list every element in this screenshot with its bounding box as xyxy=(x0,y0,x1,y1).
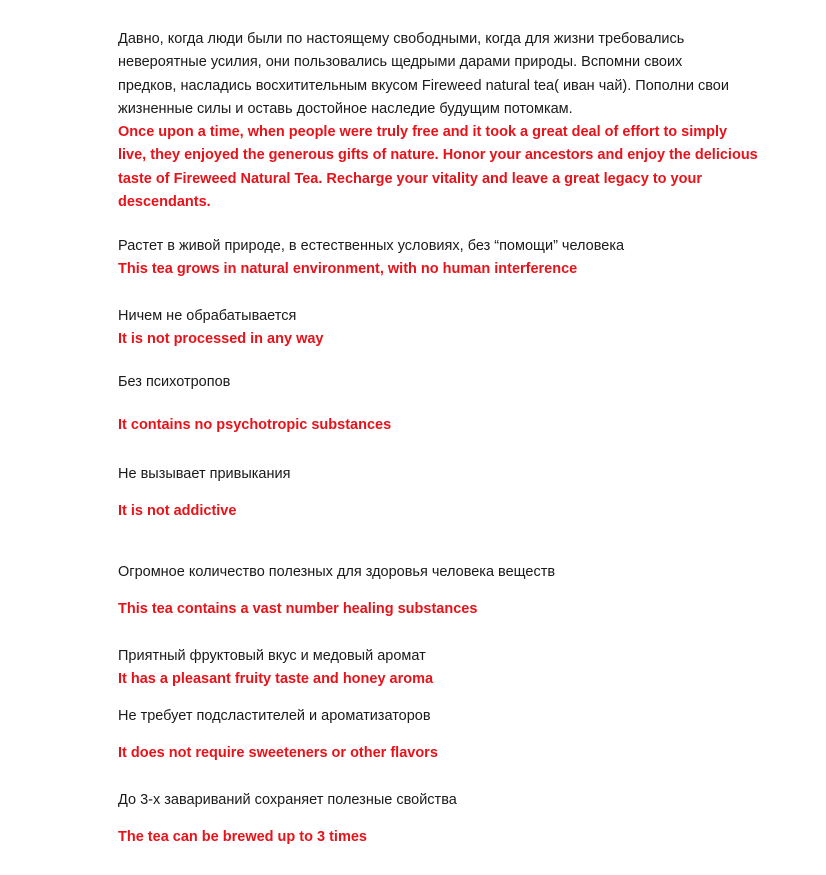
intro-russian-line: предков, насладись восхитительным вкусом Fireweed natural tea( иван чай). Пополни свои xyxy=(118,77,729,94)
item-russian-text: Не требует подсластителей и ароматизаторов xyxy=(118,708,431,724)
item-english-text: It has a pleasant fruity taste and honey aroma xyxy=(118,671,434,687)
intro-russian-line: невероятные усилия, они пользовались щедрыми дарами природы. Вспомни своих xyxy=(118,54,683,71)
item-russian-text: Не вызывает привыкания xyxy=(118,466,291,482)
item-russian-text: Огромное количество полезных для здоровья человека веществ xyxy=(118,564,556,580)
item-russian-text: До 3-х завариваний сохраняет полезные свойства xyxy=(118,792,457,808)
item-english-text: This tea contains a vast number healing substances xyxy=(118,601,478,617)
item-russian-text: Растет в живой природе, в естественных условиях, без “помощи” человека xyxy=(118,238,625,254)
intro-english-line: descendants. xyxy=(118,193,211,210)
intro-russian-line: Давно, когда люди были по настоящему свободными, когда для жизни требовались xyxy=(118,31,685,47)
intro-russian-line: жизненные силы и оставь достойное наследие будущим потомкам. xyxy=(118,100,573,117)
item-english-text: It does not require sweeteners or other flavors xyxy=(118,745,438,761)
item-english-text: It is not addictive xyxy=(118,503,237,519)
intro-english-line: taste of Fireweed Natural Tea. Recharge your vitality and leave a great legacy to your xyxy=(118,170,702,187)
item-english-text: It contains no psychotropic substances xyxy=(118,417,392,433)
item-english-text: This tea grows in natural environment, with no human interference xyxy=(118,261,578,277)
intro-english-paragraph xyxy=(118,121,758,214)
item-russian-text: Приятный фруктовый вкус и медовый аромат xyxy=(118,648,426,664)
intro-english-line: Once upon a time, when people were truly free and it took a great deal of effort to simply xyxy=(118,124,728,140)
item-russian-text: Ничем не обрабатывается xyxy=(118,308,297,324)
item-english-text: The tea can be brewed up to 3 times xyxy=(118,829,367,845)
intro-english-line: live, they enjoyed the generous gifts of nature. Honor your ancestors and enjoy the delicious xyxy=(118,147,758,164)
item-russian-text: Без психотропов xyxy=(118,374,231,390)
item-english-text: It is not processed in any way xyxy=(118,331,324,347)
intro-russian-paragraph xyxy=(118,28,729,121)
